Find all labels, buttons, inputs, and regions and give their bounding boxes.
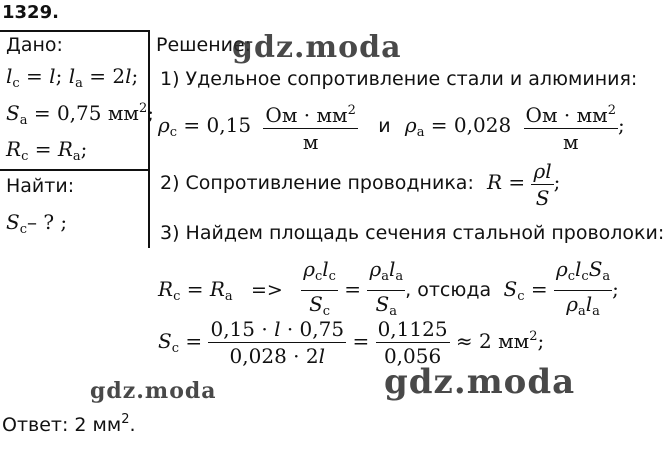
given-area: $S_a = 0,75$ $мм^2$; bbox=[6, 101, 154, 128]
watermark-bottom-left: gdz.moda bbox=[90, 378, 217, 404]
table-top-border bbox=[0, 30, 148, 32]
step-1-text: 1) Удельное сопротивление стали и алюминия: bbox=[160, 68, 638, 90]
resistivity-line: $\rho_c = 0,15$ $\frac{Ом \cdot мм^2}{м}$ и $\rho_a = 0,028$ $\frac{Ом \cdot мм^2}{м}$ ; bbox=[158, 98, 625, 155]
area-calculation: $S_c$ = $\frac{0,15 \cdot l \cdot 0,75}{0,028 \cdot 2l}$ = $\frac{0,1125}{0,056}$ ≈ 2 $мм^2$; bbox=[158, 317, 545, 368]
given-find-separator bbox=[0, 169, 148, 171]
watermark-top: gdz.moda bbox=[232, 30, 402, 65]
given-lengths: $l_c = l$; $l_a = 2l$; bbox=[6, 64, 139, 91]
answer-line: Ответ: 2 $мм^2$. bbox=[2, 412, 136, 436]
problem-number: 1329. bbox=[2, 2, 59, 23]
find-label: Найти: bbox=[6, 175, 75, 197]
table-divider bbox=[148, 30, 150, 248]
area-derivation: $R_c = R_a$ => $\frac{\rho_cl_c}{S_c}$ = $\frac{\rho_al_a}{S_a}$ , отсюда $S_c$ = $\frac{\rho_cl_cS_a}{\rho_al_a}$ ; bbox=[158, 257, 619, 319]
given-resistance: $R_c = R_a$; bbox=[6, 137, 88, 164]
step-3-text: 3) Найдем площадь сечения стальной проволоки: bbox=[160, 222, 664, 244]
solution-label: Решение: bbox=[156, 34, 252, 56]
given-label: Дано: bbox=[6, 34, 63, 56]
watermark-bottom-right: gdz.moda bbox=[384, 362, 576, 402]
find-target: $S_c-$ ? ; bbox=[6, 210, 68, 237]
step-2-line: 2) Сопротивление проводника: R = $\frac{\rho l}{S}$ ; bbox=[160, 159, 561, 210]
